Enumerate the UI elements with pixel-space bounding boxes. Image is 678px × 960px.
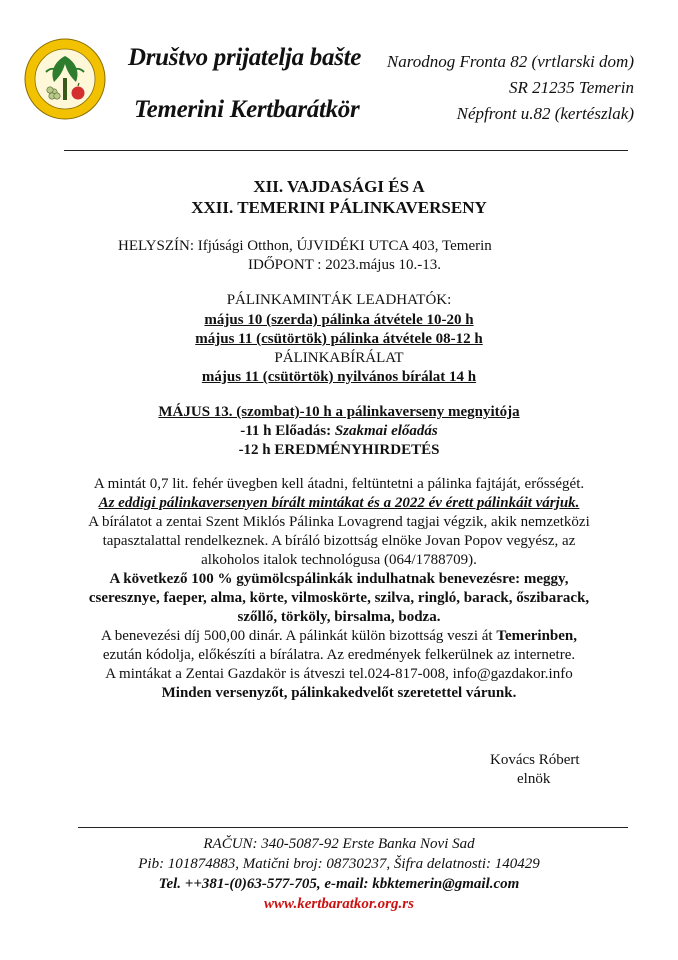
org-name-serbian: Društvo prijatelja bašte: [128, 44, 362, 71]
body-p6: Minden versenyzőt, pálinkakedvelőt szeretettel várunk.: [161, 685, 517, 701]
judging-heading: PÁLINKABÍRÁLAT: [274, 350, 404, 366]
club-logo: [24, 38, 106, 120]
event-date: IDŐPONT : 2023.május 10.-13.: [248, 257, 442, 273]
body-p5a: [0, 628, 678, 645]
samples-heading: PÁLINKAMINTÁK LEADHATÓK:: [226, 292, 452, 308]
footer-divider: [78, 827, 628, 828]
address-line-1: Narodnog Fronta 82 (vrtlarski dom): [386, 52, 634, 71]
body-p5a-text: A benevezési díj 500,00 dinár. A pálinkát külön bizottság veszi át: [100, 628, 497, 644]
body-p5a-bold: Temerinben,: [496, 628, 578, 644]
results-line: -12 h EREDMÉNYHIRDETÉS: [238, 442, 440, 458]
body-p3b: tapasztalattal rendelkeznek. A bíráló bizottság elnöke Jovan Popov vegyész, az: [102, 533, 576, 549]
address-line-3: Népfront u.82 (kertészlak): [456, 104, 634, 123]
footer-contact[interactable]: Tel. ++381-(0)63-577-705, e-mail: kbktemerin@gmail.com: [158, 876, 520, 892]
opening-line: MÁJUS 13. (szombat)-10 h a pálinkaverseny megnyitója: [158, 404, 520, 420]
body-p3a: A bírálatot a zentai Szent Miklós Pálinka Lovagrend tagjai végzik, akik nemzetközi: [88, 514, 590, 530]
footer-ids: Pib: 101874883, Matični broj: 08730237, Šifra delatnosti: 140429: [138, 856, 540, 872]
footer-account: RAČUN: 340-5087-92 Erste Banka Novi Sad: [203, 836, 475, 852]
title-line-2: XXII. TEMERINI PÁLINKAVERSENY: [191, 198, 487, 217]
body-p4b: cseresznye, faeper, alma, körte, vilmoskörte, szilva, ringló, barack, őszibarack,: [88, 590, 590, 606]
body-p4a: A következő 100 % gyümölcspálinkák indulhatnak benevezésre: meggy,: [109, 571, 569, 587]
body-p4c: szőllő, törköly, birsalma, bodza.: [237, 609, 441, 625]
lecture-title: Szakmai előadás: [334, 423, 438, 439]
lecture-prefix: -11 h Előadás:: [240, 423, 335, 439]
body-p1: A mintát 0,7 lit. fehér üvegben kell átadni, feltüntetni a pálinka fajtáját, erősségét.: [93, 476, 585, 492]
signature-role: elnök: [517, 771, 551, 787]
body-p2: Az eddigi pálinkaversenyen bírált mintákat és a 2022 év érett pálinkáit várjuk.: [98, 495, 580, 511]
signature-name: Kovács Róbert: [490, 752, 580, 768]
schedule-day2: május 11 (csütörtök) pálinka átvétele 08-12 h: [195, 331, 483, 347]
judging-time: május 11 (csütörtök) nyilvános bírálat 14 h: [201, 369, 477, 385]
body-p3c: alkoholos italok technológusa (064/1788709).: [201, 552, 477, 568]
header-divider: [64, 150, 628, 151]
event-location: HELYSZÍN: Ifjúsági Otthon, ÚJVIDÉKI UTCA 403, Temerin: [118, 238, 492, 254]
title-line-1: XII. VAJDASÁGI ÉS A: [253, 177, 425, 196]
body-p5c: A mintákat a Zentai Gazdakör is átveszi tel.024-817-008, info@gazdakor.info: [105, 666, 573, 682]
footer-website-link[interactable]: www.kertbaratkor.org.rs: [264, 896, 414, 912]
lecture-line: [0, 423, 678, 440]
org-name-hungarian: Temerini Kertbarátkör: [134, 96, 360, 123]
schedule-day1: május 10 (szerda) pálinka átvétele 10-20 h: [204, 312, 474, 328]
address-line-2: SR 21235 Temerin: [509, 78, 634, 97]
body-p5b: ezután kódolja, előkészíti a bírálatra. Az eredmények felkerülnek az internetre.: [102, 647, 576, 663]
